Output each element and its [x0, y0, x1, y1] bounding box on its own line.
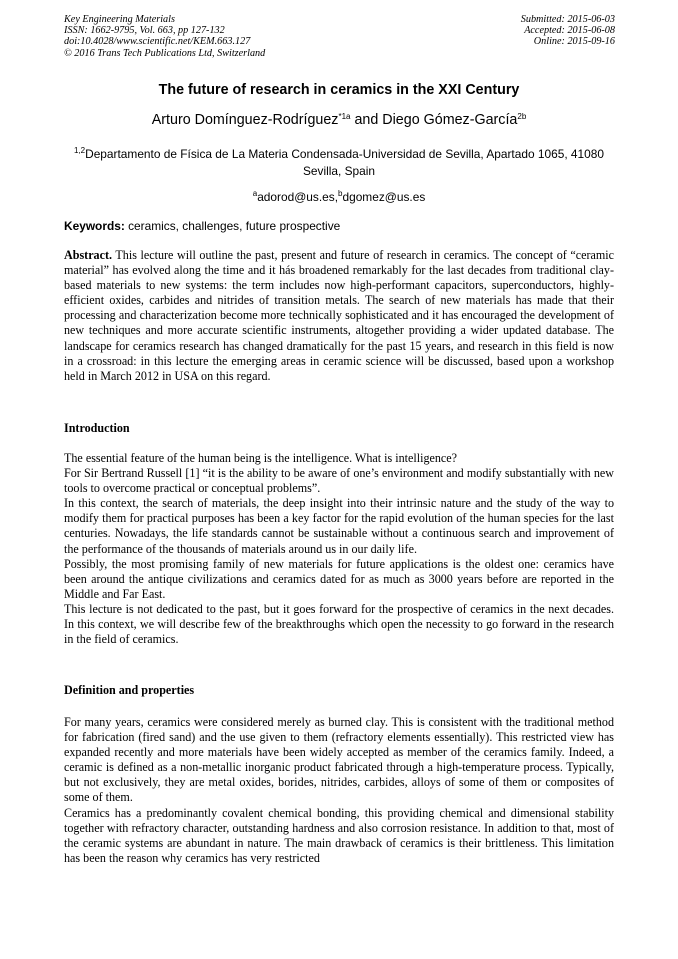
journal-header-right — [521, 14, 615, 48]
affiliation-sup: 1,2 — [73, 146, 86, 155]
author-1: Arturo Domínguez-Rodríguez — [151, 112, 339, 128]
author-2: Diego Gómez-García — [382, 112, 518, 128]
accepted-date: Accepted: 2015-06-08 — [524, 25, 615, 37]
keywords-text: ceramics, challenges, future prospective — [124, 219, 341, 233]
email-b: dgomez@us.es — [342, 190, 426, 204]
definition-paragraph-1: For many years, ceramics were considered merely as burned clay. This is consistent with the traditional method for fabrication (fired sand) and the use given to them (refractory elements essentially). This restricted view has expanded recently and more materials have been widely accepted as member of the ceramics family. Indeed, a ceramic is defined as a non-metallic inorganic product fabricated through a high-temperature process. Typically, but not exclusively, they are metal oxides, borides, nitrides, carbides, alloys of some of them or composites of some of them. — [64, 715, 614, 805]
paper-title: The future of research in ceramics in the XXI Century — [158, 82, 520, 98]
email-a: adorod@us.es, — [257, 190, 339, 204]
abstract — [64, 248, 614, 384]
intro-paragraph-2: For Sir Bertrand Russell [1] “it is the ability to be aware of one’s environment and modify substantially with new tools to overcome practical or conceptual problems”. — [64, 466, 614, 496]
author-2-sup: 2b — [517, 112, 527, 121]
keywords — [64, 219, 614, 233]
introduction-section — [64, 451, 614, 647]
abstract-label: Abstract. — [64, 248, 113, 262]
doi-line: doi:10.4028/www.scientific.net/KEM.663.127 — [64, 36, 251, 48]
definition-paragraph-2: Ceramics has a predominantly covalent chemical bonding, this providing chemical and dimensional stability together with refractory character, outstanding hardness and also corrosion resistance. In addition to that, most of the ceramic systems are abundant in nature. The main drawback of ceramics is their brittleness. This limitation has been the reason why ceramics has very restricted — [64, 805, 614, 865]
journal-name: Key Engineering Materials — [64, 14, 175, 25]
email-b-sup: b — [338, 189, 343, 198]
copyright-line: © 2016 Trans Tech Publications Ltd, Switzerland — [64, 47, 266, 59]
introduction-heading: Introduction — [64, 421, 130, 435]
author-1-sup: *1a — [338, 112, 351, 121]
affiliation-text: Departamento de Física de La Materia Condensada-Universidad de Sevilla, Apartado 1065, 41080 Sevilla, Spain — [85, 147, 605, 178]
keywords-label: Keywords: — [64, 219, 125, 233]
online-date: Online: 2015-09-16 — [533, 36, 615, 48]
affiliation — [64, 146, 614, 180]
journal-header-left — [64, 14, 265, 59]
abstract-text: This lecture will outline the past, present and future of research in ceramics. The concept of “ceramic material” has evolved along the time and it hás broadened remarkably for the last decades from traditional clay-based materials to new systems: the term includes now high-performant capacitors, superconductors, highly-efficient oxides, carbides and nitrides of transition metals. The search of new materials has made that their processing and characterization become more technically sophisticated and it has encouraged the development of new techniques and more accurate scientific instruments, altogether providing a wider updated database. The landscape for ceramics research has changed dramatically for the past 15 years, and research in this field is now in a crossroad: in this lecture the emerging areas in ceramic science will be discussed, based upon a workshop held in March 2012 in USA on this regard. — [64, 248, 614, 383]
author-connector: and — [350, 112, 383, 128]
issn-line: ISSN: 1662-9795, Vol. 663, pp 127-132 — [64, 25, 225, 37]
email-a-sup: a — [252, 189, 258, 198]
definition-heading: Definition and properties — [64, 683, 195, 697]
intro-paragraph-3: In this context, the search of materials, the deep insight into their intrinsic nature and the study of the way to modify them for practical purposes has been a key factor for the rapid evolution of the human species for the last centuries. Nowadays, the life standards cannot be sustainable without a continuous search and improvement of the performance of the thousands of materials around us in our daily life. — [64, 496, 614, 556]
submitted-date: Submitted: 2015-06-03 — [520, 14, 615, 25]
intro-paragraph-4: Possibly, the most promising family of new materials for future applications is the oldest one: ceramics have been around the antique civilizations and ceramics dated for as much as 3000 years before are reported in the Middle and Far East. — [64, 556, 614, 601]
email-line — [0, 190, 678, 204]
intro-paragraph-1: The essential feature of the human being is the intelligence. What is intelligence? — [64, 451, 458, 465]
definition-section — [64, 715, 614, 866]
author-line — [0, 112, 678, 128]
intro-paragraph-5: This lecture is not dedicated to the past, but it goes forward for the prospective of ceramics in the next decades. In this context, we will describe few of the breakthroughs which open the necessity to go forward in the research in the field of ceramics. — [64, 601, 614, 647]
